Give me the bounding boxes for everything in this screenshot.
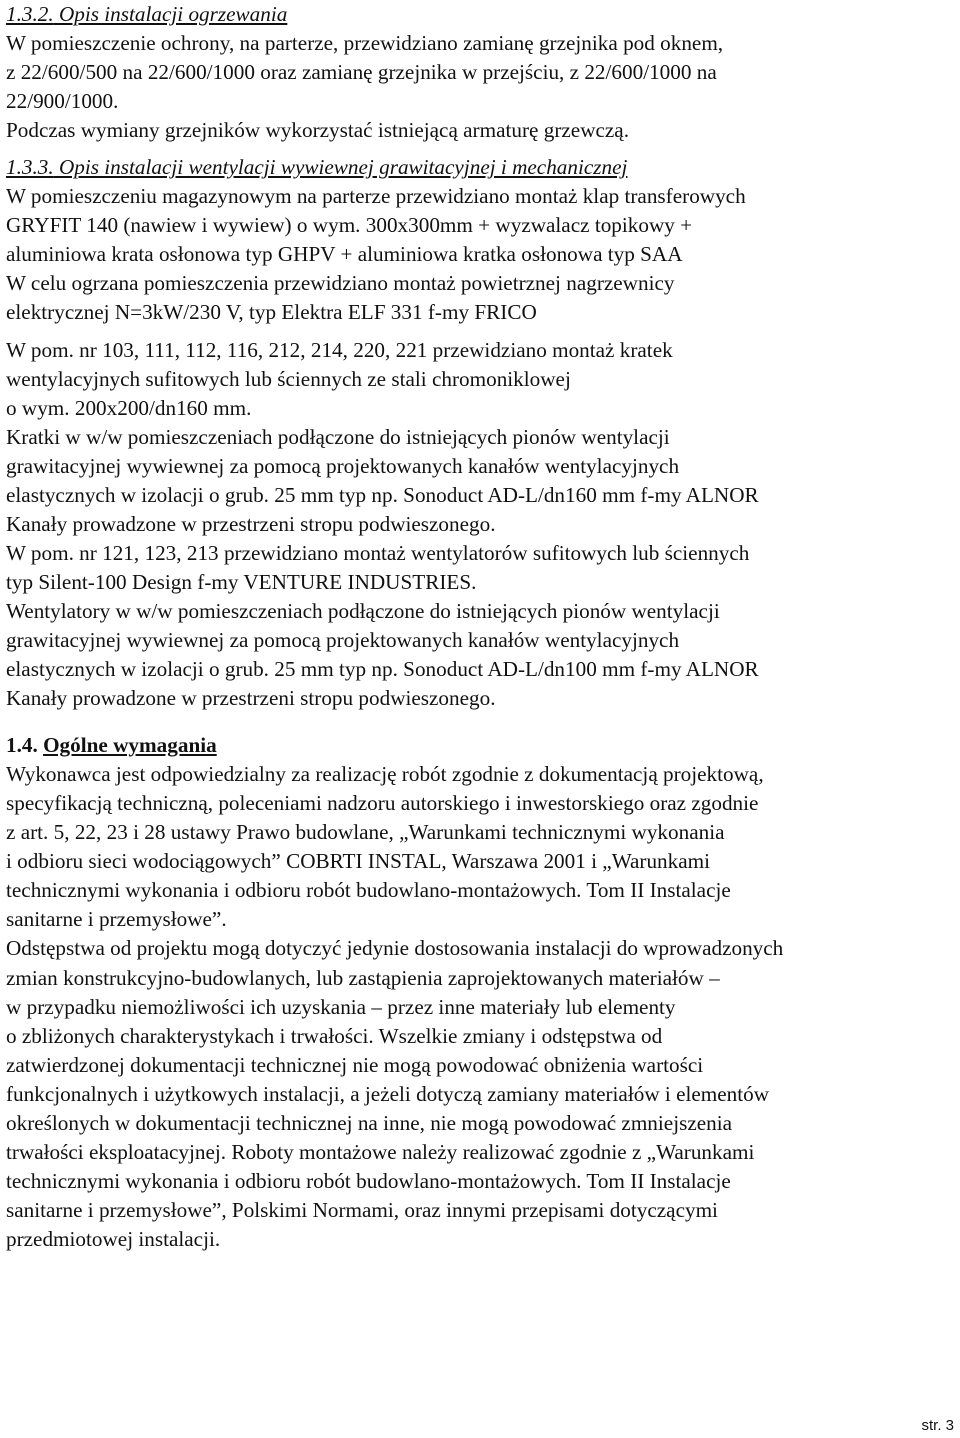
section-1-4-paragraph-2 — [6, 934, 956, 1254]
text-line: z art. 5, 22, 23 i 28 ustawy Prawo budowlane, „Warunkami technicznymi wykonania — [6, 820, 725, 845]
text-line: grawitacyjnej wywiewnej za pomocą projektowanych kanałów wentylacyjnych — [6, 627, 680, 652]
text-line: zatwierdzonej dokumentacji technicznej nie mogą powodować obniżenia wartości — [6, 1052, 704, 1077]
text-line: elektrycznej N=3kW/230 V, typ Elektra ELF 331 f-my FRICO — [6, 300, 537, 325]
text-line: sanitarne i przemysłowe”, Polskimi Normami, oraz innymi przepisami dotyczącymi — [6, 1197, 718, 1222]
section-number: 1.3.2. — [6, 2, 54, 26]
text-line: aluminiowa krata osłonowa typ GHPV + aluminiowa kratka osłonowa typ SAA — [6, 242, 683, 267]
section-1-3-2-heading — [6, 0, 956, 29]
text-line: W pom. nr 103, 111, 112, 116, 212, 214, 220, 221 przewidziano montaż kratek — [6, 337, 673, 362]
text-line: wentylacyjnych sufitowych lub ściennych ze stali chromoniklowej — [6, 366, 571, 391]
text-line: W pomieszczeniu magazynowym na parterze przewidziano montaż klap transferowych — [6, 184, 746, 209]
text-line: typ Silent-100 Design f-my VENTURE INDUSTRIES. — [6, 569, 477, 594]
section-1-3-2-body — [6, 29, 956, 145]
text-line: W pomieszczenie ochrony, na parterze, przewidziano zamianę grzejnika pod oknem, — [6, 31, 724, 56]
section-1-4-heading — [6, 731, 956, 760]
text-line: z 22/600/500 na 22/600/1000 oraz zamianę grzejnika w przejściu, z 22/600/1000 na — [6, 60, 717, 85]
spacer — [6, 145, 956, 153]
section-title: Ogólne wymagania — [43, 733, 217, 758]
spacer — [6, 713, 956, 731]
text-line: W celu ogrzana pomieszczenia przewidziano montaż powietrznej nagrzewnicy — [6, 271, 675, 296]
text-line: trwałości eksploatacyjnej. Roboty montażowe należy realizować zgodnie z „Warunkami — [6, 1139, 755, 1164]
section-number: 1.3.3. — [6, 155, 54, 180]
text-line: Kanały prowadzone w przestrzeni stropu podwieszonego. — [6, 686, 496, 711]
text-line: technicznymi wykonania i odbioru robót budowlano-montażowych. Tom II Instalacje — [6, 1168, 731, 1193]
text-line: W pom. nr 121, 123, 213 przewidziano montaż wentylatorów sufitowych lub ściennych — [6, 540, 750, 565]
text-line: o zbliżonych charakterystykach i trwałości. Wszelkie zmiany i odstępstwa od — [6, 1023, 663, 1048]
text-line: elastycznych w izolacji o grub. 25 mm typ np. Sonoduct AD-L/dn160 mm f-my ALNOR — [6, 482, 759, 507]
section-title: Opis instalacji wentylacji wywiewnej grawitacyjnej i mechanicznej — [58, 155, 628, 180]
text-line: sanitarne i przemysłowe”. — [6, 907, 227, 932]
text-line: 22/900/1000. — [6, 89, 119, 114]
page-number: str. 3 — [921, 1417, 954, 1434]
text-line: technicznymi wykonania i odbioru robót budowlano-montażowych. Tom II Instalacje — [6, 878, 731, 903]
section-1-3-3-paragraph-1 — [6, 182, 956, 327]
text-line: Wykonawca jest odpowiedzialny za realizację robót zgodnie z dokumentacją projektową, — [6, 762, 764, 787]
text-line: specyfikacją techniczną, poleceniami nadzoru autorskiego i inwestorskiego oraz zgodnie — [6, 791, 759, 816]
text-line: Kratki w w/w pomieszczeniach podłączone do istniejących pionów wentylacji — [6, 424, 670, 449]
text-line: określonych w dokumentacji technicznej na inne, nie mogą powodować zmniejszenia — [6, 1110, 733, 1135]
text-line: o wym. 200x200/dn160 mm. — [6, 395, 252, 420]
section-number: 1.4. — [6, 733, 38, 758]
section-title: Opis instalacji ogrzewania — [58, 2, 288, 26]
text-line: Podczas wymiany grzejników wykorzystać istniejącą armaturę grzewczą. — [6, 118, 630, 143]
text-line: przedmiotowej instalacji. — [6, 1226, 221, 1251]
document-page — [6, 0, 956, 1254]
text-line: grawitacyjnej wywiewnej za pomocą projektowanych kanałów wentylacyjnych — [6, 453, 680, 478]
text-line: w przypadku niemożliwości ich uzyskania – przez inne materiały lub elementy — [6, 994, 676, 1019]
text-line: funkcjonalnych i użytkowych instalacji, a jeżeli dotyczą zamiany materiałów i elementów — [6, 1081, 770, 1106]
text-line: elastycznych w izolacji o grub. 25 mm typ np. Sonoduct AD-L/dn100 mm f-my ALNOR — [6, 657, 759, 682]
text-line: GRYFIT 140 (nawiew i wywiew) o wym. 300x300mm + wyzwalacz topikowy + — [6, 213, 693, 238]
text-line: Wentylatory w w/w pomieszczeniach podłączone do istniejących pionów wentylacji — [6, 598, 720, 623]
text-line: Odstępstwa od projektu mogą dotyczyć jedynie dostosowania instalacji do wprowadzonych — [6, 936, 784, 961]
text-line: Kanały prowadzone w przestrzeni stropu podwieszonego. — [6, 511, 496, 536]
spacer — [6, 328, 956, 336]
text-line: i odbioru sieci wodociągowych” COBRTI INSTAL, Warszawa 2001 i „Warunkami — [6, 849, 711, 874]
section-1-3-3-paragraph-2 — [6, 336, 956, 714]
text-line: zmian konstrukcyjno-budowlanych, lub zastąpienia zaprojektowanych materiałów – — [6, 965, 720, 990]
section-1-3-3-heading — [6, 153, 956, 182]
section-1-4-paragraph-1 — [6, 760, 956, 934]
